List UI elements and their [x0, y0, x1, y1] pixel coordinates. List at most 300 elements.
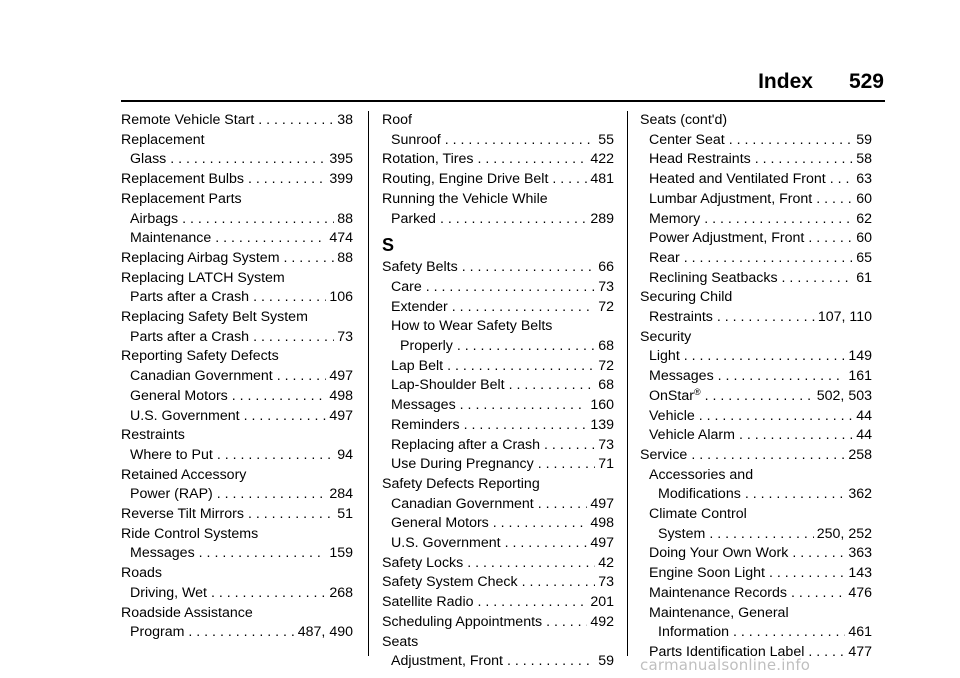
- entry-page: 44: [856, 407, 872, 424]
- entry-term: [121, 111, 254, 131]
- index-entry: [640, 485, 872, 505]
- entry-page: 284: [329, 486, 353, 503]
- index-entry: [640, 288, 872, 308]
- entry-page: 73: [598, 278, 614, 295]
- index-entry: [640, 150, 872, 170]
- entry-term-text: System: [658, 525, 706, 542]
- entry-term-text: Replacing LATCH System: [121, 269, 285, 286]
- entry-term: [658, 525, 705, 545]
- entry-page: 160: [590, 397, 614, 414]
- index-entry: [121, 584, 353, 604]
- entry-page: 61: [856, 269, 872, 286]
- entry-term-text: Roadside Assistance: [121, 604, 253, 621]
- index-entry: [382, 633, 614, 653]
- dot-leader: [782, 269, 854, 289]
- index-entry: [121, 604, 353, 624]
- entry-page: 88: [337, 249, 353, 266]
- dot-leader: [552, 170, 587, 190]
- index-entry: [382, 150, 614, 170]
- index-entry: [382, 111, 614, 131]
- dot-leader: [816, 190, 853, 210]
- entry-term: [649, 347, 680, 367]
- entry-term-text: Satellite Radio: [382, 594, 474, 611]
- entry-page: 201: [590, 594, 614, 611]
- entry-page: 139: [590, 416, 614, 433]
- entry-term-text: Replacement Bulbs: [121, 171, 245, 188]
- dot-leader: [717, 308, 815, 328]
- entry-page: 268: [329, 584, 353, 601]
- entry-page: 55: [598, 131, 614, 148]
- entry-page: 63: [856, 171, 872, 188]
- entry-page: 73: [598, 574, 614, 591]
- entry-term-text: Restraints: [649, 309, 713, 326]
- dot-leader: [478, 593, 588, 613]
- index-entry: [121, 328, 353, 348]
- index-entry: [121, 288, 353, 308]
- dot-leader: [215, 229, 326, 249]
- entry-term: [649, 249, 680, 269]
- entry-term: [121, 170, 244, 190]
- index-entry: [121, 131, 353, 151]
- index-entry: [382, 170, 614, 190]
- entry-page: 66: [598, 259, 614, 276]
- entry-term: [382, 258, 458, 278]
- entry-term: [649, 229, 804, 249]
- entry-term-text: Messages: [130, 545, 195, 562]
- entry-page: 476: [848, 584, 872, 601]
- dot-leader: [217, 446, 334, 466]
- entry-page: 474: [329, 230, 353, 247]
- entry-page: 44: [856, 427, 872, 444]
- entry-page: 362: [848, 486, 872, 503]
- entry-page: 59: [598, 653, 614, 670]
- dot-leader: [522, 573, 596, 593]
- entry-term-text: Program: [130, 624, 185, 641]
- entry-page: 73: [598, 436, 614, 453]
- dot-leader: [538, 495, 588, 515]
- index-entry: [640, 446, 872, 466]
- entry-page: 60: [856, 230, 872, 247]
- entry-term: [130, 544, 195, 564]
- entry-page: 72: [598, 298, 614, 315]
- section-title: Index: [758, 70, 813, 93]
- index-entry: [382, 396, 614, 416]
- entry-term: [382, 573, 518, 593]
- entry-term-text: Maintenance: [130, 230, 212, 247]
- entry-page: 497: [590, 535, 614, 552]
- entry-term: [649, 604, 789, 624]
- entry-page: 143: [848, 565, 872, 582]
- dot-leader: [699, 407, 853, 427]
- index-entry: [640, 387, 872, 407]
- index-entry: [382, 190, 614, 210]
- entry-term: [649, 466, 753, 486]
- entry-page: 497: [329, 368, 353, 385]
- entry-term-text: Reclining Seatbacks: [649, 269, 778, 286]
- index-entry: [121, 347, 353, 367]
- entry-page: 94: [337, 446, 353, 463]
- entry-term-text: Center Seat: [649, 131, 725, 148]
- index-entry: [640, 131, 872, 151]
- entry-term: [121, 505, 244, 525]
- entry-term-text: Parts Identification Label: [649, 643, 805, 660]
- dot-leader: [440, 210, 587, 230]
- entry-term-text: Service: [640, 446, 688, 463]
- entry-page: 159: [329, 545, 353, 562]
- index-column-1: [121, 111, 353, 643]
- dot-leader: [792, 544, 845, 564]
- entry-page: 461: [848, 624, 872, 641]
- dot-leader: [457, 337, 595, 357]
- entry-term-text: Reporting Safety Defects: [121, 348, 279, 365]
- section-letter: S: [382, 235, 395, 256]
- entry-term: [649, 505, 747, 525]
- index-entry: [121, 564, 353, 584]
- entry-term: [382, 111, 412, 131]
- dot-leader: [684, 347, 846, 367]
- entry-term: [121, 525, 258, 545]
- index-entry: [121, 111, 353, 131]
- entry-term-text: U.S. Government: [391, 535, 501, 552]
- dot-leader: [709, 525, 813, 545]
- dot-leader: [232, 387, 327, 407]
- index-entry: [121, 525, 353, 545]
- entry-page: 502, 503: [816, 387, 872, 404]
- dot-leader: [467, 554, 595, 574]
- index-entry: [640, 229, 872, 249]
- dot-leader: [769, 564, 845, 584]
- dot-leader: [277, 367, 327, 387]
- dot-leader: [509, 376, 596, 396]
- entry-page: 58: [856, 151, 872, 168]
- dot-leader: [253, 328, 334, 348]
- index-entry: [640, 544, 872, 564]
- entry-term-text: Driving, Wet: [130, 584, 207, 601]
- dot-leader: [830, 170, 854, 190]
- entry-term: [391, 652, 503, 672]
- entry-term-text: Safety System Check: [382, 574, 518, 591]
- entry-term-text: Replacing after a Crash: [391, 436, 541, 453]
- entry-term-text: Seats (cont'd): [640, 112, 728, 128]
- entry-term-text: Rear: [649, 249, 680, 266]
- index-entry: [382, 337, 614, 357]
- dot-leader: [248, 170, 326, 190]
- index-entry: [121, 170, 353, 190]
- dot-leader: [808, 643, 845, 663]
- entry-term: [382, 554, 463, 574]
- entry-term-text: Securing Child: [640, 289, 733, 306]
- entry-term-text: Properly: [400, 338, 453, 355]
- entry-term: [649, 190, 812, 210]
- dot-leader: [170, 150, 326, 170]
- index-entry: [640, 210, 872, 230]
- entry-page: 487, 490: [297, 624, 353, 641]
- column-divider: [368, 111, 369, 656]
- entry-term: [121, 131, 205, 151]
- watermark: carmanualsonline.info: [640, 656, 811, 674]
- entry-term-text: Parked: [391, 210, 436, 227]
- entry-term-text: Retained Accessory: [121, 466, 247, 483]
- entry-term: [121, 564, 162, 584]
- entry-page: 51: [337, 506, 353, 523]
- entry-term: [121, 426, 185, 446]
- entry-page: 481: [590, 171, 614, 188]
- entry-term: [130, 328, 249, 348]
- entry-page: 363: [848, 545, 872, 562]
- entry-term-text: Engine Soon Light: [649, 565, 765, 582]
- entry-term-text: Canadian Government: [391, 495, 534, 512]
- index-entry: [640, 505, 872, 525]
- entry-term-text: Ride Control Systems: [121, 525, 259, 542]
- index-entry: [121, 210, 353, 230]
- index-entry: [121, 446, 353, 466]
- entry-term-text: Replacing Airbag System: [121, 249, 280, 266]
- entry-term: [391, 317, 552, 337]
- entry-term-text: Parts after a Crash: [130, 328, 250, 345]
- entry-term-text: Scheduling Appointments: [382, 613, 543, 630]
- index-entry: [382, 593, 614, 613]
- dot-leader: [739, 426, 853, 446]
- entry-term-text: Safety Locks: [382, 554, 464, 571]
- entry-page: 497: [329, 407, 353, 424]
- entry-term: [640, 446, 687, 466]
- dot-leader: [755, 150, 853, 170]
- entry-term-text: Airbags: [130, 210, 179, 227]
- index-entry: [382, 131, 614, 151]
- index-entry: [640, 367, 872, 387]
- entry-term: [391, 495, 534, 515]
- index-entry: [640, 190, 872, 210]
- dot-leader: [258, 111, 334, 131]
- dot-leader: [691, 446, 845, 466]
- entry-term-text: Reminders: [391, 416, 460, 433]
- index-entry: [121, 249, 353, 269]
- entry-page: 497: [590, 495, 614, 512]
- entry-page: 62: [856, 210, 872, 227]
- index-entry: [382, 554, 614, 574]
- entry-term: [649, 387, 701, 407]
- entry-term-text: Power Adjustment, Front: [649, 230, 805, 247]
- dot-leader: [684, 249, 853, 269]
- entry-page: 399: [329, 171, 353, 188]
- index-entry: [640, 170, 872, 190]
- entry-term-text: Modifications: [658, 486, 741, 503]
- index-entry: [382, 436, 614, 456]
- entry-term: [130, 367, 273, 387]
- entry-page: 106: [329, 289, 353, 306]
- entry-term: [121, 190, 242, 210]
- index-entry: [382, 613, 614, 633]
- entry-page: 59: [856, 131, 872, 148]
- entry-page: 73: [337, 328, 353, 345]
- entry-page: 498: [590, 515, 614, 532]
- index-entry: [640, 584, 872, 604]
- entry-term-text: Doing Your Own Work: [649, 545, 789, 562]
- dot-leader: [507, 652, 595, 672]
- entry-term-text: Head Restraints: [649, 151, 751, 168]
- entry-term: [658, 623, 729, 643]
- index-entry: [382, 514, 614, 534]
- entry-term: [130, 446, 213, 466]
- entry-term-text: General Motors: [391, 515, 489, 532]
- index-entry: [382, 573, 614, 593]
- index-entry: [640, 347, 872, 367]
- entry-term-text: Safety Belts: [382, 259, 458, 276]
- entry-term: [649, 426, 735, 446]
- entry-term: [121, 604, 253, 624]
- entry-page: 250, 252: [816, 525, 872, 542]
- entry-term-text: Canadian Government: [130, 368, 273, 385]
- index-column-3: [640, 111, 872, 663]
- entry-term-text: Security: [640, 328, 692, 345]
- index-entry: [382, 495, 614, 515]
- index-entry: [121, 466, 353, 486]
- dot-leader: [248, 505, 334, 525]
- dot-leader: [729, 131, 854, 151]
- index-entry: [382, 210, 614, 230]
- page-number: 529: [848, 70, 884, 93]
- index-entry: [640, 426, 872, 446]
- entry-term-text: Use During Pregnancy: [391, 456, 534, 473]
- entry-term: [130, 485, 213, 505]
- dot-leader: [452, 298, 595, 318]
- index-entry: [640, 249, 872, 269]
- entry-page: 289: [590, 210, 614, 227]
- index-entry: [121, 407, 353, 427]
- entry-term-text: Light: [649, 348, 680, 365]
- dot-leader: [447, 357, 595, 377]
- entry-term-text: Maintenance Records: [649, 584, 788, 601]
- entry-page: 492: [590, 613, 614, 630]
- dot-leader: [426, 278, 595, 298]
- entry-term: [391, 210, 436, 230]
- entry-term-text: U.S. Government: [130, 407, 240, 424]
- dot-leader: [544, 436, 595, 456]
- index-entry: [121, 387, 353, 407]
- index-entry: [640, 525, 872, 545]
- entry-term: [649, 367, 714, 387]
- entry-term-text: Remote Vehicle Start: [121, 112, 255, 128]
- entry-term: [391, 357, 443, 377]
- dot-leader: [733, 623, 845, 643]
- dot-leader: [188, 623, 294, 643]
- dot-leader: [791, 584, 845, 604]
- entry-term: [400, 337, 453, 357]
- index-entry: [382, 258, 614, 278]
- entry-term-text: Power (RAP): [130, 486, 213, 503]
- index-entry: [121, 229, 353, 249]
- entry-term: [640, 328, 691, 348]
- entry-term-text: Seats: [382, 633, 419, 650]
- dot-leader: [464, 416, 588, 436]
- dot-leader: [808, 229, 853, 249]
- index-entry: [640, 466, 872, 486]
- entry-term: [649, 308, 713, 328]
- index-entry: [121, 269, 353, 289]
- index-entry: [121, 485, 353, 505]
- entry-page: 68: [598, 377, 614, 394]
- index-entry: [121, 505, 353, 525]
- entry-term-text: Maintenance, General: [649, 604, 789, 621]
- index-entry: [382, 534, 614, 554]
- dot-leader: [211, 584, 326, 604]
- index-entry: [382, 475, 614, 495]
- entry-term: [130, 387, 228, 407]
- entry-term: [649, 564, 765, 584]
- index-entry: [121, 150, 353, 170]
- entry-term: [382, 475, 540, 495]
- dot-leader: [462, 258, 596, 278]
- entry-term-text: Where to Put: [130, 446, 213, 463]
- dot-leader: [538, 455, 595, 475]
- dot-leader: [705, 387, 814, 407]
- index-entry: [121, 190, 353, 210]
- index-entry: [640, 328, 872, 348]
- entry-term: [649, 131, 725, 151]
- entry-term: [649, 210, 700, 230]
- dot-leader: [493, 514, 588, 534]
- entry-term-text: Roof: [382, 112, 412, 128]
- entry-term: [121, 249, 280, 269]
- dot-leader: [182, 210, 334, 230]
- dot-leader: [199, 544, 327, 564]
- entry-term-text: Running the Vehicle While: [382, 190, 548, 207]
- dot-leader: [745, 485, 846, 505]
- entry-term: [391, 131, 441, 151]
- entry-term-text: Care: [391, 278, 422, 295]
- index-entry: [640, 623, 872, 643]
- entry-term-text: Lumbar Adjustment, Front: [649, 190, 813, 207]
- index-entry: [640, 269, 872, 289]
- entry-term-text: Replacement Parts: [121, 190, 242, 207]
- entry-term-text: How to Wear Safety Belts: [391, 318, 553, 335]
- dot-leader: [244, 407, 327, 427]
- index-entry: [640, 308, 872, 328]
- entry-page: 477: [848, 643, 872, 660]
- entry-page: 68: [598, 338, 614, 355]
- entry-term: [391, 396, 456, 416]
- entry-page: 498: [329, 387, 353, 404]
- entry-page: 65: [856, 249, 872, 266]
- entry-term-text: General Motors: [130, 387, 228, 404]
- dot-leader: [460, 396, 588, 416]
- entry-term: [130, 623, 184, 643]
- entry-term-text: Heated and Ventilated Front: [649, 171, 826, 188]
- dot-leader: [704, 210, 853, 230]
- header-rule: [121, 100, 885, 102]
- entry-term: [391, 514, 489, 534]
- entry-term: [391, 298, 448, 318]
- entry-page: 38: [337, 112, 353, 128]
- index-entry: [382, 278, 614, 298]
- entry-term-text: Accessories and: [649, 466, 754, 483]
- index-entry: [382, 416, 614, 436]
- entry-term-text: Lap Belt: [391, 357, 444, 374]
- entry-term-text: Messages: [391, 397, 456, 414]
- entry-term: [121, 308, 308, 328]
- entry-term-text: Vehicle Alarm: [649, 427, 735, 444]
- entry-term: [649, 584, 787, 604]
- entry-term-text: Information: [658, 624, 729, 641]
- entry-term-text: Glass: [130, 151, 167, 168]
- index-entry: [382, 298, 614, 318]
- dot-leader: [546, 613, 587, 633]
- entry-term-text: OnStar: [649, 387, 694, 404]
- entry-term: [130, 584, 207, 604]
- entry-term: [382, 633, 418, 653]
- entry-term: [640, 288, 732, 308]
- entry-page: 395: [329, 151, 353, 168]
